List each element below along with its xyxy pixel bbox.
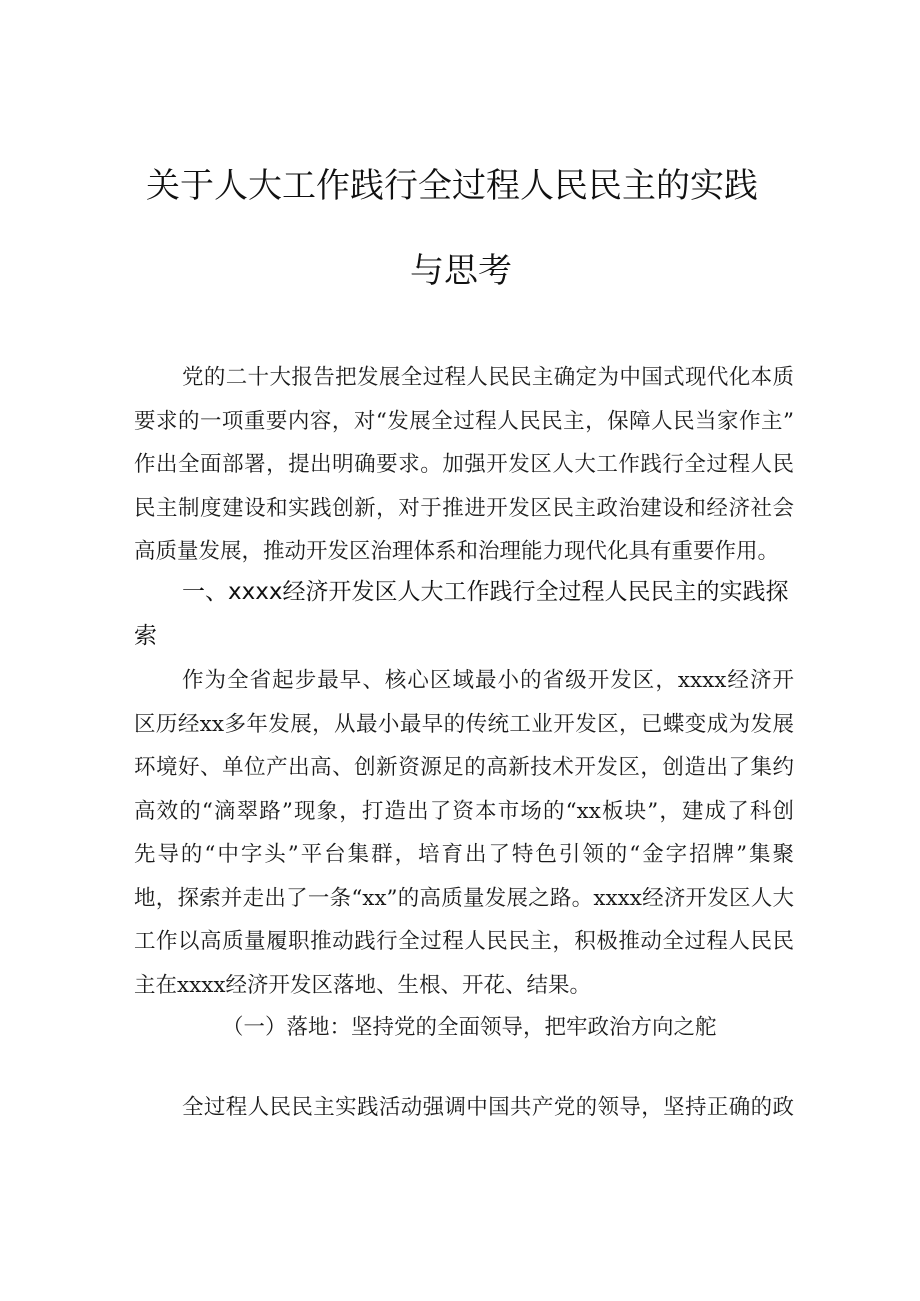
document-title-line-1: 关于人大工作践行全过程人民民主的实践 bbox=[146, 166, 758, 206]
paragraph-line: 主在xxxx经济开发区落地、生根、开花、结果。 bbox=[134, 972, 592, 998]
document-title-line-2: 与思考 bbox=[410, 251, 512, 291]
paragraph-line: 全过程人民民主实践活动强调中国共产党的领导，坚持正确的政 bbox=[182, 1095, 794, 1120]
paragraph-line: 作为全省起步最早、核心区域最小的省级开发区，xxxx经济开 bbox=[182, 668, 794, 693]
heading-line: 索 bbox=[134, 622, 157, 649]
subsection-1-paragraph bbox=[134, 1086, 794, 1130]
paragraph-line: 区历经xx多年发展，从最小最早的传统工业开发区，已蝶变成为发展 bbox=[134, 711, 794, 737]
paragraph-line: 工作以高质量履职推动践行全过程人民民主，积极推动全过程人民民 bbox=[134, 929, 794, 954]
paragraph-line: 党的二十大报告把发展全过程人民民主确定为中国式现代化本质 bbox=[182, 365, 794, 390]
paragraph-line: 民主制度建设和实践创新，对于推进开发区民主政治建设和经济社会 bbox=[134, 495, 794, 521]
paragraph-line: 环境好、单位产出高、创新资源足的高新技术开发区，创造出了集约 bbox=[134, 755, 794, 780]
intro-paragraph bbox=[134, 356, 794, 574]
section-1-paragraph bbox=[134, 659, 794, 1007]
paragraph-line: 高效的“滴翠路”现象，打造出了资本市场的“xx板块”，建成了科创 bbox=[134, 798, 794, 824]
paragraph-line: 地，探索并走出了一条“xx”的高质量发展之路。xxxx经济开发区人大 bbox=[134, 885, 794, 911]
paragraph-line: 先导的“中字头”平台集群，培育出了特色引领的“金字招牌”集聚 bbox=[134, 842, 794, 867]
subsection-heading-1: （一）落地：坚持党的全面领导，把牢政治方向之舵 bbox=[222, 1015, 717, 1040]
section-heading-1 bbox=[134, 571, 794, 658]
heading-line: 一、xxxx经济开发区人大工作践行全过程人民民主的实践探 bbox=[182, 579, 789, 605]
paragraph-line: 要求的一项重要内容，对“发展全过程人民民主，保障人民当家作主” bbox=[134, 408, 794, 434]
paragraph-line: 作出全面部署，提出明确要求。加强开发区人大工作践行全过程人民 bbox=[134, 452, 794, 477]
paragraph-line: 高质量发展，推动开发区治理体系和治理能力现代化具有重要作用。 bbox=[134, 539, 780, 564]
